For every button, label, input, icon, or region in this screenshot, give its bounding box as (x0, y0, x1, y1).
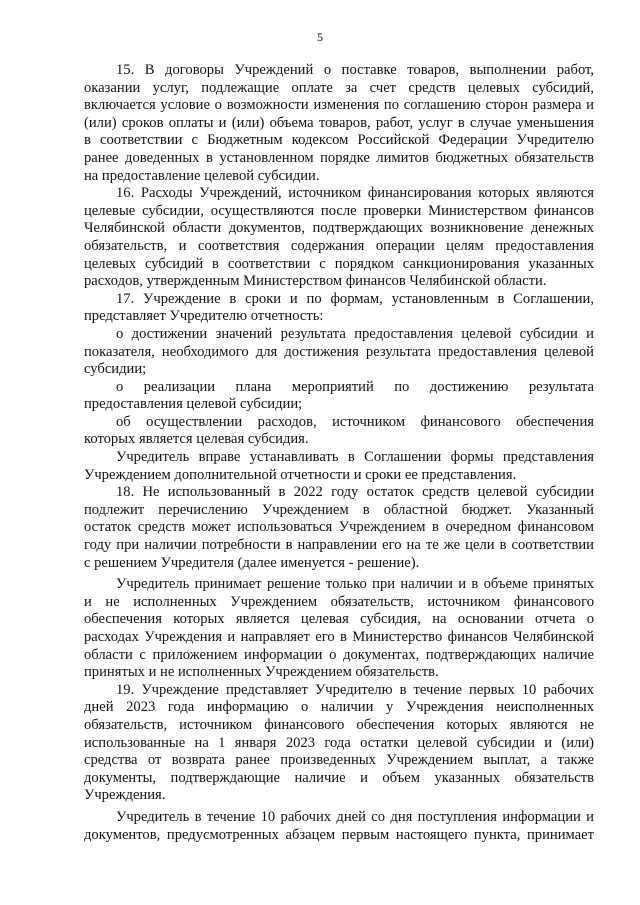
text-line: документов, предусмотренных абзацем первым настоящего пункта, принимает (84, 826, 594, 843)
text-line: использованные на 1 января 2023 года остатки целевой субсидии и (или) (84, 734, 594, 751)
text-line: 16. Расходы Учреждений, источником финансирования которых являются (116, 185, 594, 202)
paragraph-18 (84, 484, 594, 572)
text-line: подлежит перечислению Учреждением в областной бюджет. Указанный (84, 501, 594, 518)
text-line: которых является целевая субсидия. (84, 431, 309, 448)
text-line: Учредитель принимает решение только при наличии и в объеме принятых (116, 576, 594, 593)
list-item-plan-report (84, 379, 594, 414)
text-line: 15. В договоры Учреждений о поставке товаров, выполнении работ, (116, 62, 594, 78)
paragraph-founder-decision (84, 576, 594, 682)
text-line: Учреждением дополнительной отчетности и сроки ее представления. (84, 466, 517, 483)
paragraph-16 (84, 185, 594, 291)
text-line: представляет Учредителю отчетность: (84, 308, 324, 325)
text-line: субсидии; (84, 361, 147, 378)
text-line: дней 2023 года информацию о наличии у Учреждения неисполненных (84, 699, 594, 716)
paragraph-19 (84, 682, 594, 805)
list-item-expense-report (84, 414, 594, 449)
text-line: году при наличии потребности в направлении его на те же цели в соответствии (84, 537, 594, 554)
text-line: 17. Учреждение в сроки и по формам, установленным в Соглашении, (116, 290, 594, 307)
text-line: расходах Учреждения и направляет его в Министерство финансов Челябинской (84, 629, 594, 645)
text-line: включается условие о возможности изменения по соглашению сторон размера и (84, 97, 594, 114)
text-line: остаток средств может использоваться Учреждением в очередном финансовом (84, 519, 594, 536)
text-line: Учредитель вправе устанавливать в Соглашении формы представления (116, 449, 594, 466)
paragraph-founder-deadline (84, 809, 594, 844)
page-number: 5 (317, 30, 323, 44)
text-line: о достижении значений результата предоставления целевой субсидии и (116, 325, 594, 342)
text-line: расходов, утвержденным Министерством финансов Челябинской области. (84, 273, 547, 290)
paragraph-15 (84, 62, 594, 185)
text-line: принятых и не исполненных Учреждением обязательств. (84, 664, 439, 681)
text-line: с решением Учредителя (далее именуется - решение). (84, 554, 420, 571)
text-line: обеспечения которых является целевая субсидия, на основании отчета о (84, 611, 594, 628)
document-body (84, 62, 594, 844)
list-item-achievement-report (84, 326, 594, 379)
text-line: в соответствии с Бюджетным кодексом Российской Федерации Учредителю (84, 132, 594, 149)
text-line: показателя, необходимого для достижения результата предоставления целевой (84, 343, 594, 360)
text-line: оказании услуг, подлежащие оплате за счет средств целевых субсидий, (84, 79, 594, 96)
text-line: Учреждения. (84, 787, 166, 804)
paragraph-founder-right (84, 449, 594, 484)
text-line: (или) сроков оплаты и (или) объема товаров, работ, услуг в случае уменьшения (84, 114, 594, 131)
text-line: средства от возврата ранее произведенных Учреждением выплат, а также (84, 752, 594, 769)
text-line: об осуществлении расходов, источником финансового обеспечения (116, 413, 594, 430)
text-line: Челябинской области документов, подтверждающих возникновение денежных (84, 220, 594, 237)
paragraph-17 (84, 291, 594, 326)
text-line: области с приложением информации о документах, подтверждающих наличие (84, 646, 594, 663)
text-line: и не исполненных Учреждением обязательств, источником финансового (84, 593, 594, 610)
text-line: 18. Не использованный в 2022 году остаток средств целевой субсидии (116, 484, 594, 501)
text-line: целевые субсидии, осуществляются после проверки Министерством финансов (84, 202, 594, 219)
text-line: Учредитель в течение 10 рабочих дней со дня поступления информации и (116, 808, 594, 825)
text-line: предоставления целевой субсидии; (84, 396, 303, 413)
text-line: ранее доведенных в установленном порядке лимитов бюджетных обязательств (84, 149, 594, 166)
text-line: обязательств, и соответствия содержания операции целям предоставления (84, 237, 594, 254)
text-line: целевых субсидий в соответствии с порядком санкционирования указанных (84, 255, 594, 272)
text-line: о реализации плана мероприятий по достижению результата (116, 378, 594, 395)
text-line: документы, подтверждающие наличие и объем указанных обязательств (84, 769, 594, 786)
text-line: 19. Учреждение представляет Учредителю в течение первых 10 рабочих (116, 681, 594, 698)
text-line: на предоставление целевой субсидии. (84, 167, 320, 184)
text-line: обязательств, источником финансового обеспечения которых являются не (84, 716, 594, 733)
